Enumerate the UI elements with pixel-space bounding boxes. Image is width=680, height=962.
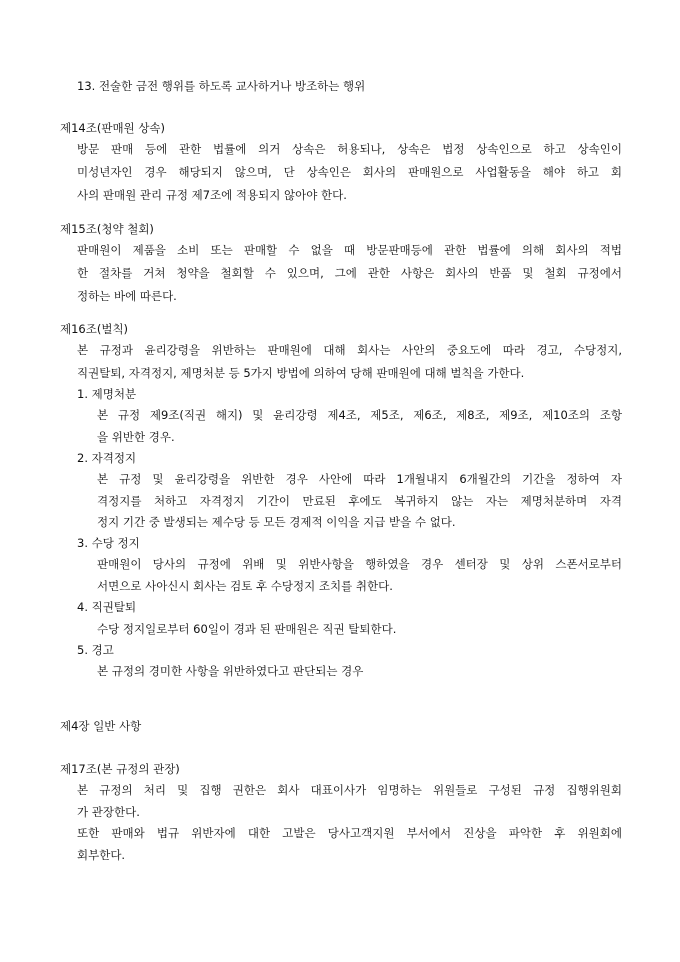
penalty-2-title: 2. 자격정지 [77, 451, 137, 465]
article-17-line: 가 관장한다. [77, 805, 140, 819]
penalty-3-title: 3. 수당 정지 [77, 536, 140, 550]
article-15-line: 정하는 바에 따른다. [77, 289, 177, 303]
penalty-1-title: 1. 제명처분 [77, 387, 137, 401]
article-15-line: 판매원이 제품을 소비 또는 판매할 수 없을 때 방문판매등에 관한 법률에 의해 회사의 적법 [77, 243, 622, 257]
article-14-line: 사의 판매원 관리 규정 제7조에 적용되지 않아야 한다. [77, 188, 347, 202]
penalty-4-title: 4. 직권탈퇴 [77, 600, 137, 614]
article-17-line: 본 규정의 처리 및 집행 권한은 회사 대표이사가 임명하는 위원들로 구성된 규정 집행위원회 [77, 783, 622, 797]
penalty-1-line: 본 규정 제9조(직권 해지) 및 윤리강령 제4조, 제5조, 제6조, 제8조, 제9조, 제10조의 조항 [97, 408, 622, 422]
article-14-line: 방문 판매 등에 관한 법률에 의거 상속은 허용되나, 상속은 법정 상속인으로 하고 상속인이 [77, 142, 622, 156]
penalty-3-line: 판매원이 당사의 규정에 위배 및 위반사항을 행하였을 경우 센터장 및 상위 스폰서로부터 [97, 557, 622, 571]
chapter-4-title: 제4장 일반 사항 [60, 719, 142, 733]
article-16-line: 본 규정과 윤리강령을 위반하는 판매원에 대해 회사는 사안의 중요도에 따라 경고, 수당정지, [77, 343, 622, 357]
penalty-5-title: 5. 경고 [77, 643, 114, 657]
penalty-2-line: 본 규정 및 윤리강령을 위반한 경우 사안에 따라 1개월내지 6개월간의 기간을 정하여 자 [97, 472, 622, 486]
article-16-title: 제16조(벌칙) [60, 322, 129, 336]
article-14-line: 미성년자인 경우 해당되지 않으며, 단 상속인은 회사의 판매원으로 사업활동을 해야 하고 회 [77, 165, 622, 179]
penalty-5-line: 본 규정의 경미한 사항을 위반하였다고 판단되는 경우 [97, 664, 364, 678]
article-15-line: 한 절차를 거쳐 청약을 철회할 수 있으며, 그에 관한 사항은 회사의 반품 및 철회 규정에서 [77, 266, 622, 280]
article-17-line: 회부한다. [77, 848, 126, 862]
penalty-1-line: 을 위반한 경우. [97, 430, 175, 444]
article-14-title: 제14조(판매원 상속) [60, 121, 166, 135]
penalty-4-line: 수당 정지일로부터 60일이 경과 된 판매원은 직권 탈퇴한다. [97, 622, 397, 636]
article-16-line: 직권탈퇴, 자격정지, 제명처분 등 5가지 방법에 의하여 당해 판매원에 대해 벌칙을 가한다. [77, 366, 525, 380]
article-15-title: 제15조(청약 철회) [60, 222, 154, 236]
article-17-title: 제17조(본 규정의 관장) [60, 762, 180, 776]
article-17-line: 또한 판매와 법규 위반자에 대한 고발은 당사고객지원 부서에서 진상을 파악한 후 위원회에 [77, 826, 622, 840]
penalty-2-line: 정지 기간 중 발생되는 제수당 등 모든 경제적 이익을 지급 받을 수 없다. [97, 515, 456, 529]
penalty-2-line: 격정지를 처하고 자격정지 기간이 만료된 후에도 복귀하지 않는 자는 제명처분하며 자격 [97, 494, 622, 508]
penalty-3-line: 서면으로 사아신시 회사는 검토 후 수당정지 조치를 취한다. [97, 579, 393, 593]
clause-13: 13. 전술한 금전 행위를 하도록 교사하거나 방조하는 행위 [77, 79, 366, 93]
